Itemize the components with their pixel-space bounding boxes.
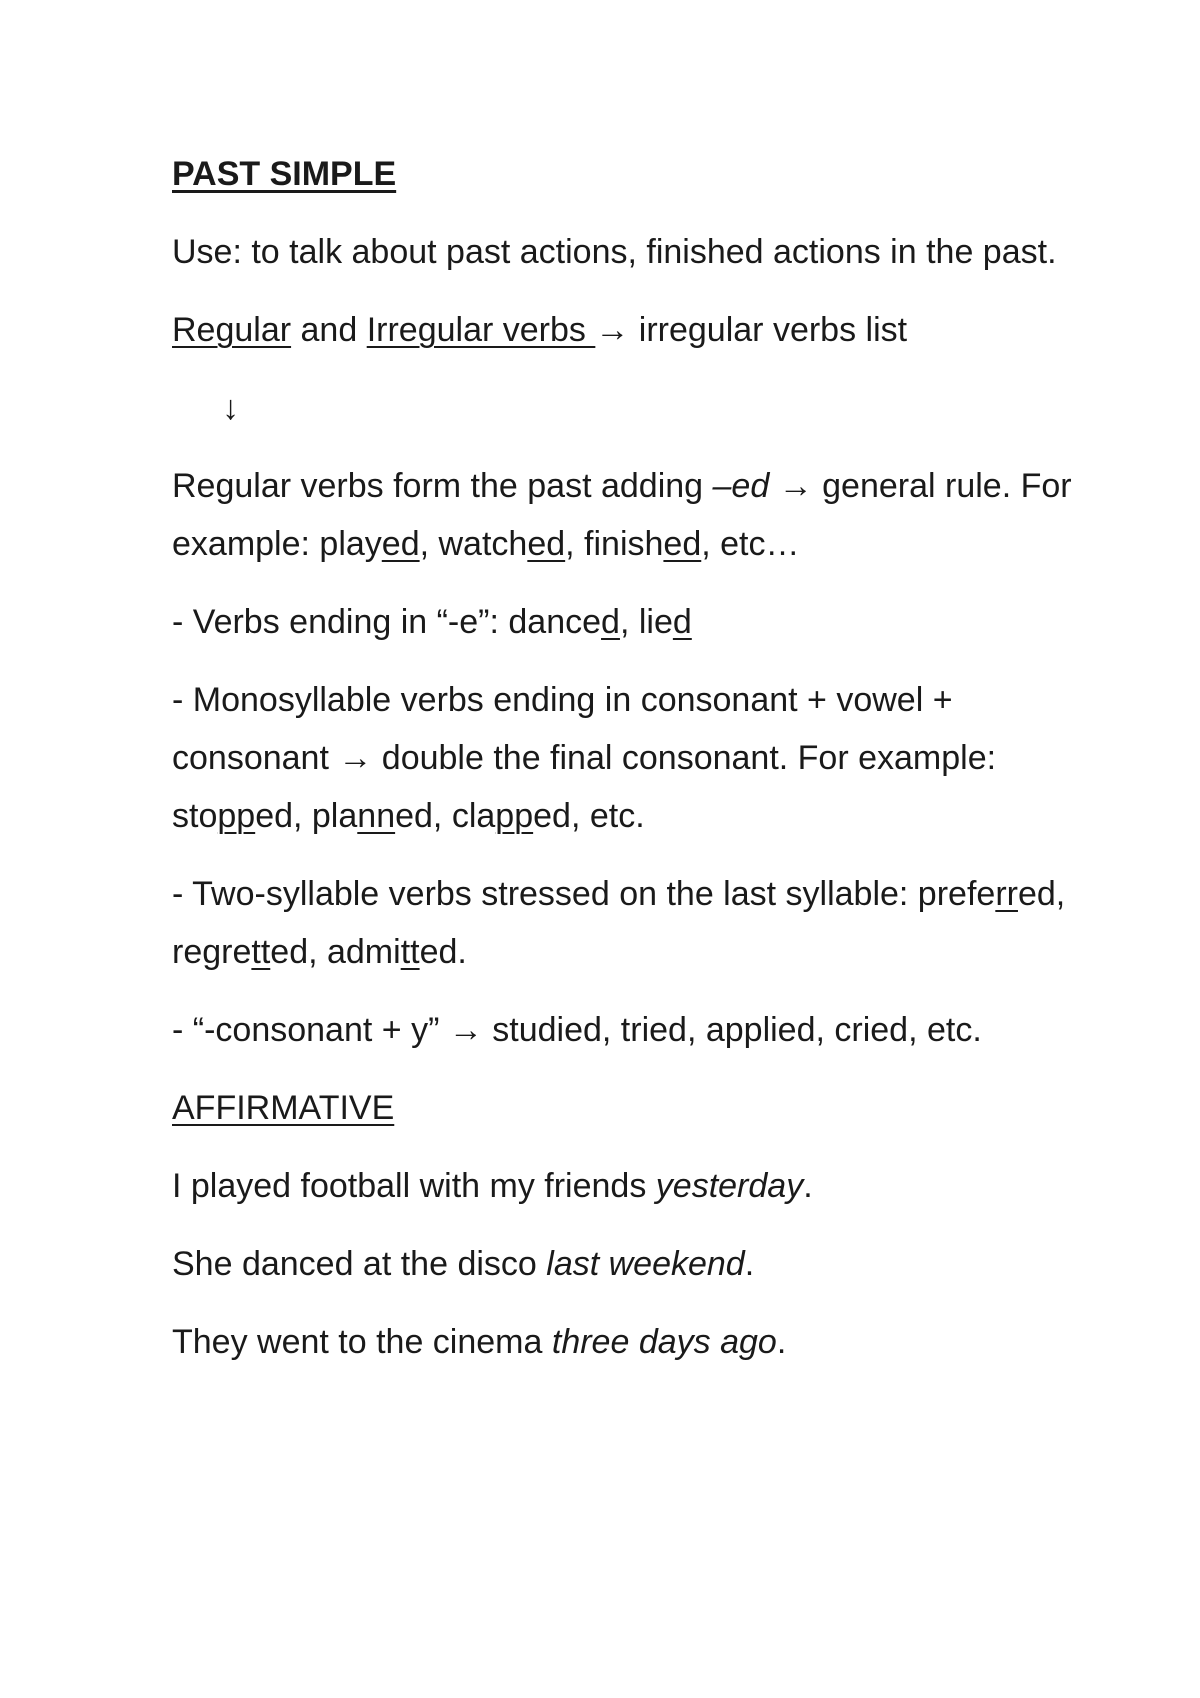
rule-y-paragraph: - “-consonant + y” → studied, tried, applied, cried, etc.: [172, 1011, 982, 1049]
irregular-label: Irregular verbs: [366, 311, 596, 349]
example-end: .: [803, 1167, 813, 1205]
underlined-letters: pp: [217, 797, 256, 835]
example-sentence: [172, 1313, 1072, 1371]
underlined-ending: ed: [663, 525, 702, 563]
rule-two-text: ed.: [419, 933, 467, 971]
underlined-ending: ed: [527, 525, 566, 563]
underlined-ending: d: [672, 603, 692, 641]
example-text: They went to the cinema: [172, 1323, 552, 1361]
rule-mono-text: - Monosyllable verbs ending in consonant + vowel + consonant → double the final consonant. For example: sto: [172, 681, 997, 835]
underlined-letters: pp: [495, 797, 534, 835]
page-title: PAST SIMPLE: [172, 155, 397, 193]
example-sentence: [172, 1235, 1072, 1293]
affirmative-heading-line: [172, 1079, 1072, 1137]
affirmative-heading: AFFIRMATIVE: [172, 1089, 395, 1127]
regular-rule-text: , finish: [565, 525, 664, 563]
down-arrow-icon: ↓: [222, 389, 239, 427]
down-arrow-line: [172, 379, 1072, 437]
underlined-letters: tt: [251, 933, 271, 971]
regular-rule-text: → general rule. For example: play: [172, 467, 1072, 563]
underlined-letters: nn: [357, 797, 396, 835]
rule-mono-text: ed, cla: [395, 797, 496, 835]
rule-two-text: - Two-syllable verbs stressed on the last syllable: prefe: [172, 875, 996, 913]
example-end: .: [776, 1323, 787, 1361]
page-title-line: [172, 145, 1072, 203]
rule-monosyllable-paragraph: [172, 671, 1072, 845]
and-text: and: [291, 311, 367, 349]
time-expression: last weekend: [546, 1245, 745, 1283]
rule-e-text: - Verbs ending in “-e”: dance: [172, 603, 602, 641]
regular-rule-text: , watch: [419, 525, 528, 563]
document-body: [172, 145, 1072, 1391]
underlined-letters: rr: [995, 875, 1018, 913]
example-end: .: [744, 1245, 755, 1283]
example-text: I played football with my friends: [172, 1167, 656, 1205]
example-sentence: [172, 1157, 1072, 1215]
irregular-list-text: → irregular verbs list: [595, 311, 908, 349]
underlined-letters: tt: [400, 933, 420, 971]
underlined-ending: d: [601, 603, 620, 641]
rule-two-text: ed, regre: [172, 875, 1066, 971]
use-paragraph: Use: to talk about past actions, finished actions in the past.: [172, 233, 1057, 271]
example-text: She danced at the disco: [172, 1245, 547, 1283]
underlined-ending: ed: [381, 525, 420, 563]
rule-two-syllable-paragraph: [172, 865, 1072, 981]
rule-e-text: , lie: [619, 603, 673, 641]
regular-rule-text: , etc…: [701, 525, 800, 563]
rule-two-text: ed, admi: [270, 933, 401, 971]
time-expression: three days ago: [551, 1323, 777, 1361]
regular-rule-paragraph: [172, 457, 1072, 573]
regular-rule-text: Regular verbs form the past adding: [172, 467, 713, 505]
time-expression: yesterday: [655, 1167, 804, 1205]
regular-label: Regular: [172, 311, 292, 349]
rule-e-paragraph: [172, 593, 1072, 651]
rule-mono-text: ed, pla: [255, 797, 358, 835]
ed-suffix: –ed: [712, 467, 770, 505]
verbs-types-line: [172, 301, 1072, 359]
rule-mono-text: ed, etc.: [533, 797, 645, 835]
